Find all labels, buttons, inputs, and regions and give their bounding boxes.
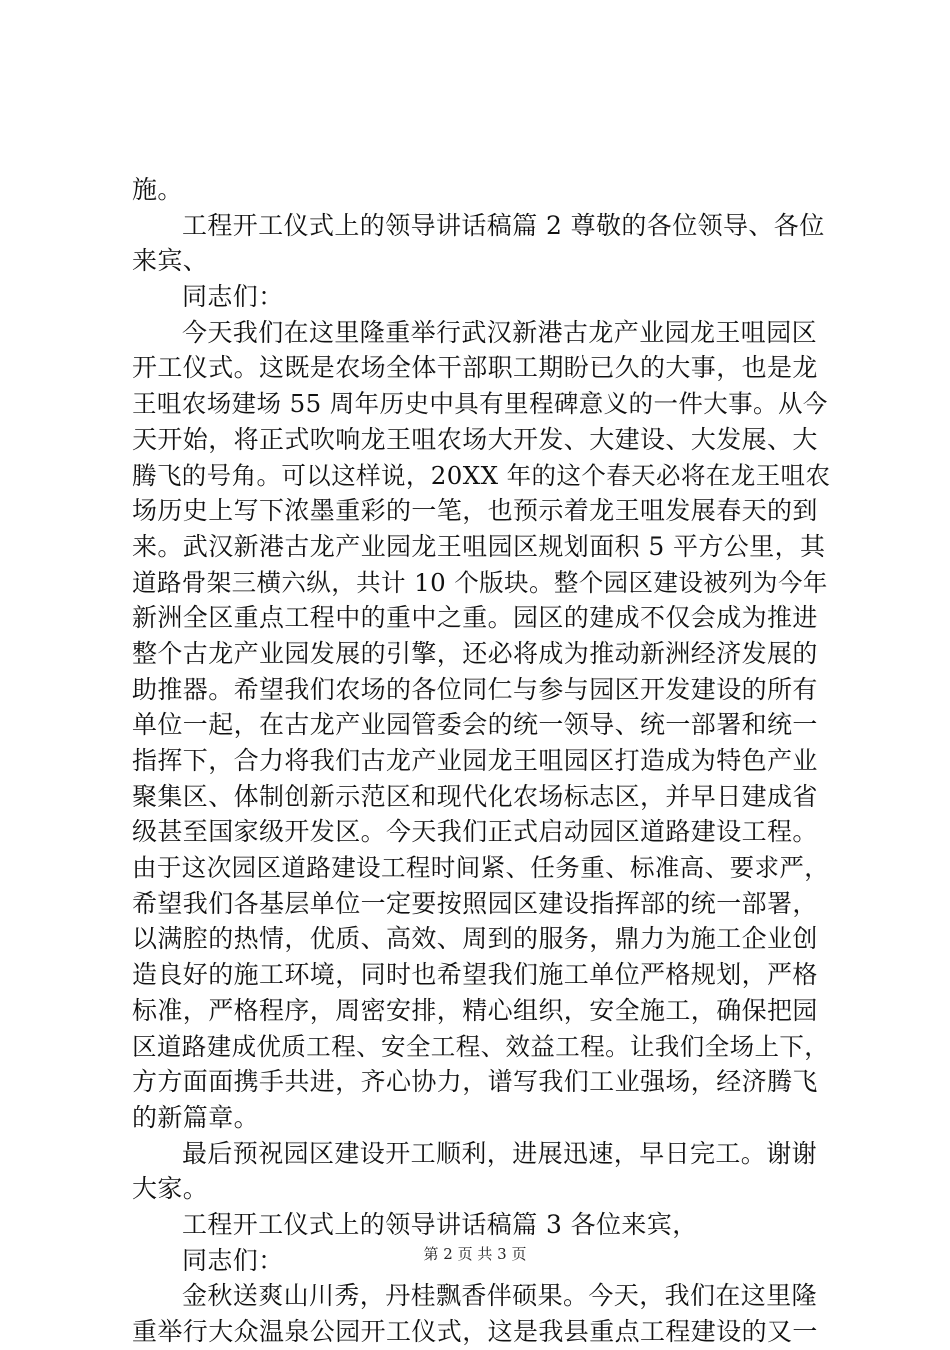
text-line: 来。武汉新港古龙产业园龙王咀园区规划面积 5 平方公里，其 — [132, 531, 826, 561]
text-line: 指挥下，合力将我们古龙产业园龙王咀园区打造成为特色产业 — [132, 746, 818, 775]
text-line: 工程开工仪式上的领导讲话稿篇 2 尊敬的各位领导、各位 — [182, 210, 825, 240]
text-line: 由于这次园区道路建设工程时间紧、任务重、标准高、要求严， — [132, 853, 830, 883]
text-line: 新洲全区重点工程中的重中之重。园区的建成不仅会成为推进 — [132, 603, 818, 633]
text-line: 开工仪式。这既是农场全体干部职工期盼已久的大事，也是龙 — [132, 353, 818, 383]
document-body — [132, 172, 834, 1350]
text-line: 腾飞的号角。可以这样说，20XX 年的这个春天必将在龙王咀农 — [132, 460, 831, 490]
text-line: 同志们： — [182, 282, 284, 312]
text-line: 场历史上写下浓墨重彩的一笔，也预示着龙王咀发展春天的到 — [132, 496, 818, 526]
text-line: 造良好的施工环境，同时也希望我们施工单位严格规划，严格 — [132, 960, 818, 990]
text-line: 道路骨架三横六纵，共计 10 个版块。整个园区建设被列为今年 — [132, 567, 828, 597]
text-line: 方方面面携手共进，齐心协力，谱写我们工业强场，经济腾飞 — [132, 1067, 818, 1097]
page-number-footer: 第 2 页 共 3 页 — [423, 1245, 527, 1263]
text-line: 重举行大众温泉公园开工仪式，这是我县重点工程建设的又一 — [132, 1317, 818, 1346]
text-line: 单位一起，在古龙产业园管委会的统一领导、统一部署和统一 — [132, 710, 818, 740]
text-line: 施。 — [132, 175, 183, 204]
text-line: 以满腔的热情，优质、高效、周到的服务，鼎力为施工企业创 — [132, 924, 818, 954]
text-line: 来宾、 — [132, 246, 209, 276]
text-line: 同志们： — [182, 1245, 284, 1275]
text-line: 的新篇章。 — [132, 1102, 260, 1132]
text-line: 区道路建成优质工程、安全工程、效益工程。让我们全场上下， — [132, 1031, 830, 1061]
text-line: 工程开工仪式上的领导讲话稿篇 3 各位来宾， — [182, 1209, 698, 1239]
text-line: 聚集区、体制创新示范区和现代化农场标志区，并早日建成省 — [132, 781, 818, 811]
text-line: 天开始，将正式吹响龙王咀农场大开发、大建设、大发展、大 — [132, 424, 818, 454]
text-line: 标准，严格程序，周密安排，精心组织，安全施工，确保把园 — [132, 995, 818, 1025]
text-line: 助推器。希望我们农场的各位同仁与参与园区开发建设的所有 — [132, 674, 818, 704]
text-line: 金秋送爽山川秀，丹桂飘香伴硕果。今天，我们在这里隆 — [182, 1281, 818, 1311]
text-line: 王咀农场建场 55 周年历史中具有里程碑意义的一件大事。从今 — [132, 389, 828, 419]
text-line: 大家。 — [132, 1174, 209, 1204]
text-line: 整个古龙产业园发展的引擎，还必将成为推动新洲经济发展的 — [132, 638, 818, 668]
text-line: 今天我们在这里隆重举行武汉新港古龙产业园龙王咀园区 — [182, 317, 818, 347]
text-line: 级甚至国家级开发区。今天我们正式启动园区道路建设工程。 — [132, 817, 818, 847]
text-line: 希望我们各基层单位一定要按照园区建设指挥部的统一部署， — [132, 888, 818, 918]
text-line: 最后预祝园区建设开工顺利，进展迅速，早日完工。谢谢 — [182, 1138, 818, 1168]
